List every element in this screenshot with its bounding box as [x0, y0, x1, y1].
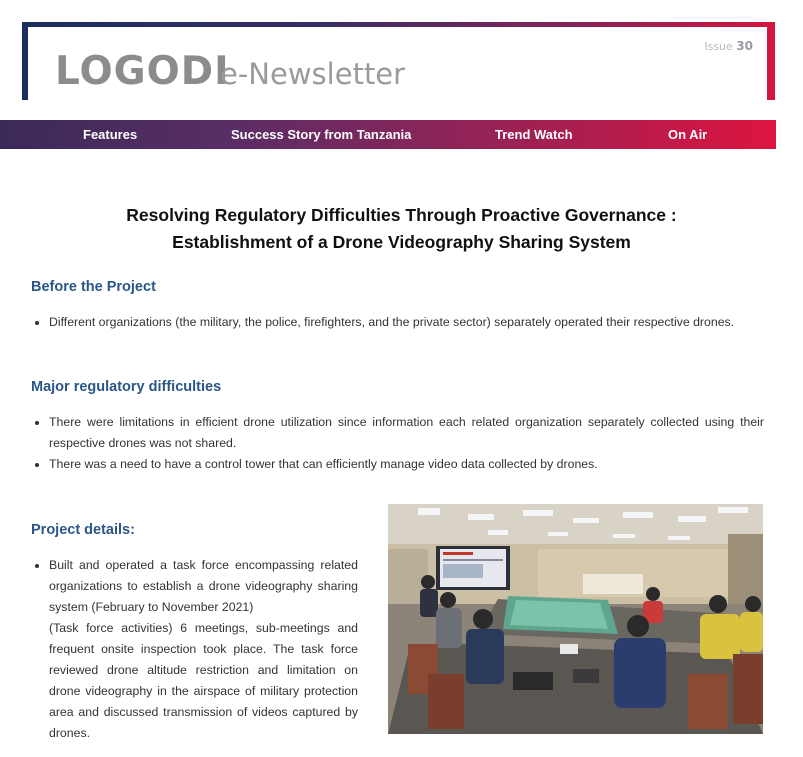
masthead-top-border: [22, 22, 775, 27]
heading-project-details: Project details:: [31, 522, 135, 538]
heading-before-project: Before the Project: [31, 279, 156, 295]
logo[interactable]: LOGODI: [55, 49, 230, 94]
masthead: [22, 22, 775, 100]
issue-number: 30: [736, 39, 753, 53]
nav-item-trend-watch[interactable]: Trend Watch: [495, 127, 573, 142]
regulatory-difficulties-list: [32, 412, 764, 475]
list-item: There was a need to have a control tower that can efficiently manage video data collected by drones.: [32, 454, 764, 475]
list-item-text: Built and operated a task force encompassing related organizations to establish a drone videography sharing system (February to November 2021): [49, 558, 358, 614]
article-title: [0, 202, 803, 256]
article-title-line-2: Establishment of a Drone Videography Sharing System: [172, 232, 631, 252]
issue-text: Issue: [704, 40, 733, 53]
list-item: There were limitations in efficient drone utilization since information each related organization separately collected using their respective drones was not shared.: [32, 412, 764, 454]
list-item: Different organizations (the military, the police, firefighters, and the private sector) separately operated their respective drones.: [32, 312, 764, 333]
meeting-photo-illustration: [388, 504, 763, 734]
nav-item-on-air[interactable]: On Air: [668, 127, 708, 142]
heading-regulatory-difficulties: Major regulatory difficulties: [31, 379, 222, 395]
project-details-list: [32, 555, 358, 744]
main-nav: [0, 120, 776, 149]
before-project-list: [32, 312, 764, 333]
list-item: [32, 555, 358, 744]
nav-item-features[interactable]: Features: [83, 127, 138, 142]
article-title-line-1: Resolving Regulatory Difficulties Through Proactive Governance :: [126, 205, 677, 225]
list-item-continuation: (Task force activities) 6 meetings, sub-meetings and frequent onsite inspection took place. The task force reviewed drone altitude restriction and limitation on drone videography in the airspace of military protection area and discussed transmission of videos captured by drones.: [49, 621, 358, 740]
meeting-photo: [388, 504, 763, 734]
issue-label: [704, 39, 753, 53]
nav-item-success-story[interactable]: Success Story from Tanzania: [231, 127, 412, 142]
masthead-right-border: [767, 22, 775, 100]
newsletter-subtitle: e-Newsletter: [220, 57, 406, 91]
masthead-left-border: [22, 22, 28, 100]
